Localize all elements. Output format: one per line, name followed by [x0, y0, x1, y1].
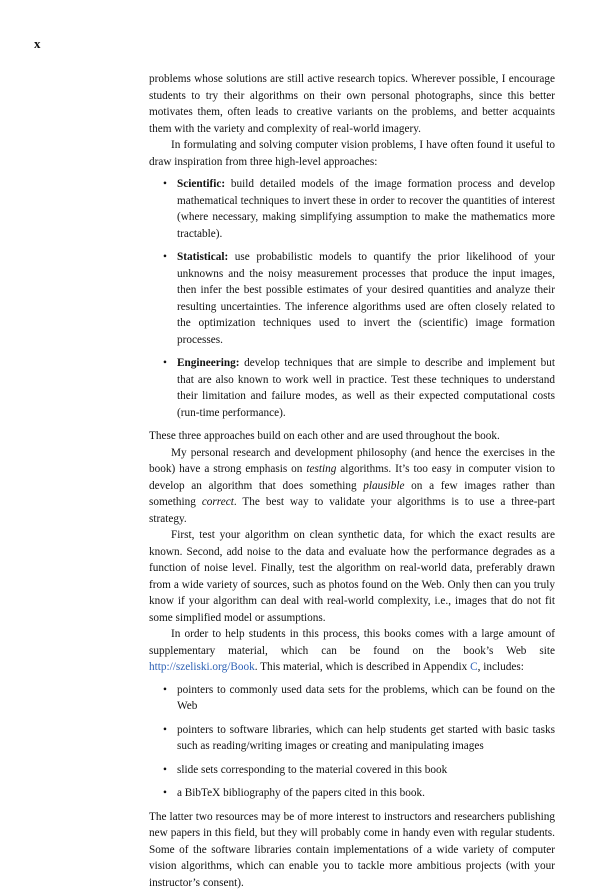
- approach-term: Engineering:: [177, 357, 240, 369]
- paragraph-strategy: First, test your algorithm on clean synthetic data, for which the exact results are known. Second, add noise to the data and evaluate how the performance degrades as a function of noise level. Finally, test the algorithm on real-world data, preferably drawn from a wide variety of sources, such as photos found on the Web. Only then can you truly know if your algorithm can deal with real-world complexity, i.e., images that do not fit some simplified model or assumptions.: [149, 527, 555, 626]
- book-website-link[interactable]: http://szeliski.org/Book: [149, 661, 255, 673]
- approach-text: build detailed models of the image formation process and develop mathematical techniques to invert these in order to recover the quantities of interest (where necessary, making simplifying assumption to make the mathematics more tractable).: [177, 178, 555, 240]
- materials-list: [149, 682, 555, 802]
- list-item: • a BibTeX bibliography of the papers cited in this book.: [149, 785, 555, 802]
- approaches-list: [149, 176, 555, 421]
- bullet-icon: •: [163, 785, 167, 802]
- list-item-engineering: [149, 355, 555, 421]
- paragraph-philosophy: My personal research and development philosophy (and hence the exercises in the book) have a strong emphasis on testing algorithms. It’s too easy in computer vision to develop an algorithm that does something plausible on a few images rather than something correct. The best way to validate your algorithms is to use a three-part strategy.: [149, 445, 555, 528]
- emphasis-plausible: plausible: [363, 480, 404, 492]
- bullet-icon: •: [163, 722, 167, 739]
- bullet-icon: •: [163, 176, 167, 193]
- emphasis-testing: testing: [306, 463, 336, 475]
- paragraph-resources: The latter two resources may be of more interest to instructors and researchers publishing new papers in this field, but they will probably come in handy even with regular students. Some of the software libraries contain implementations of a wide variety of computer vision algorithms, which can enable you to tackle more ambitious projects (with your instructor’s consent).: [149, 809, 555, 891]
- appendix-link[interactable]: C: [470, 661, 478, 673]
- list-item-statistical: [149, 249, 555, 348]
- bullet-icon: •: [163, 762, 167, 779]
- body-text: [149, 71, 555, 891]
- list-item-scientific: [149, 176, 555, 242]
- approach-text: develop techniques that are simple to describe and implement but that are also known to work well in practice. Test these techniques to understand their limitation and failure modes, as well as their expected computational costs (run-time performance).: [177, 357, 555, 419]
- paragraph-supplementary: In order to help students in this process, this books comes with a large amount of supplementary material, which can be found on the book’s Web site http://szeliski.org/Book. This material, which is described in Appendix C, includes:: [149, 626, 555, 676]
- paragraph-approaches-summary: These three approaches build on each other and are used throughout the book.: [149, 428, 555, 445]
- approach-term: Scientific:: [177, 178, 225, 190]
- emphasis-correct: correct: [202, 496, 234, 508]
- list-item: • pointers to commonly used data sets for the problems, which can be found on the Web: [149, 682, 555, 715]
- approach-term: Statistical:: [177, 251, 228, 263]
- list-item: • pointers to software libraries, which can help students get started with basic tasks such as reading/writing images or creating and manipulating images: [149, 722, 555, 755]
- list-item: • slide sets corresponding to the material covered in this book: [149, 762, 555, 779]
- bullet-icon: •: [163, 355, 167, 372]
- paragraph-problems: problems whose solutions are still active research topics. Wherever possible, I encourage students to try their algorithms on their own personal photographs, since this better motivates them, often leads to creative variants on the problems, and better acquaints them with the variety and complexity of real-world imagery.: [149, 71, 555, 137]
- approach-text: use probabilistic models to quantify the prior likelihood of your unknowns and the noisy measurement processes that produce the input images, then infer the best possible estimates of your desired quantities and analyze their resulting uncertainties. The inference algorithms used are often closely related to the optimization techniques used to invert the (scientific) image formation processes.: [177, 251, 555, 346]
- page-number: x: [34, 37, 41, 51]
- bullet-icon: •: [163, 249, 167, 266]
- bullet-icon: •: [163, 682, 167, 699]
- paragraph-approaches-intro: In formulating and solving computer vision problems, I have often found it useful to draw inspiration from three high-level approaches:: [149, 137, 555, 170]
